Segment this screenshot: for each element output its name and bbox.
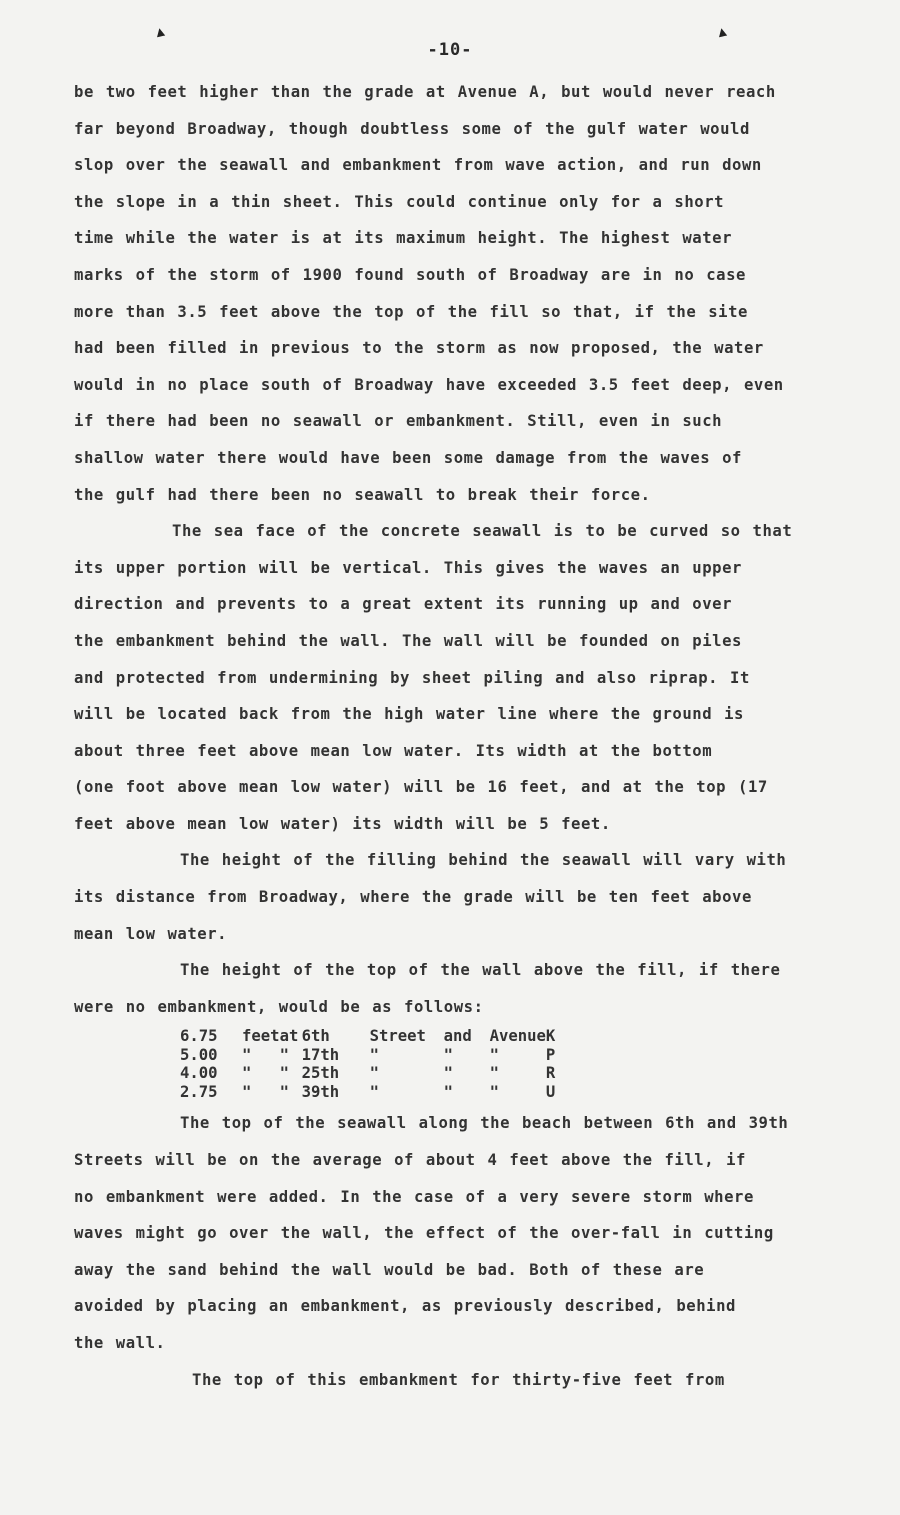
table-cell: 6.75	[180, 1027, 218, 1046]
text-line: time while the water is at its maximum height. The highest water	[74, 229, 733, 248]
table-row	[180, 1027, 566, 1046]
text-line: the wall.	[74, 1334, 166, 1352]
text-line: will be located back from the high water line where the ground is	[74, 705, 744, 724]
text-line: more than 3.5 feet above the top of the fill so that, if the site	[74, 302, 748, 321]
text-line: be two feet higher than the grade at Avenue A, but would never reach	[74, 83, 776, 101]
table-cell: "	[242, 1064, 252, 1083]
table-cell: 4.00	[180, 1064, 218, 1083]
punch-mark-left: ▲	[154, 23, 167, 41]
text-line: The top of the seawall along the beach between 6th and 39th	[180, 1114, 789, 1133]
text-line: its upper portion will be vertical. This gives the waves an upper	[74, 558, 742, 577]
text-line: The sea face of the concrete seawall is to be curved so that	[172, 522, 793, 541]
height-table	[180, 1027, 566, 1101]
table-cell: Street	[369, 1027, 426, 1046]
text-line: its distance from Broadway, where the grade will be ten feet above	[74, 888, 752, 907]
table-cell: "	[489, 1045, 499, 1064]
table-cell: "	[279, 1082, 289, 1101]
text-line: The height of the filling behind the seawall will vary with	[180, 851, 787, 870]
text-line: if there had been no seawall or embankment. Still, even in such	[74, 412, 723, 431]
text-line: far beyond Broadway, though doubtless some of the gulf water would	[74, 119, 750, 138]
table-cell: "	[443, 1082, 453, 1101]
table-cell: "	[489, 1082, 499, 1101]
text-line: The height of the top of the wall above the fill, if there	[180, 961, 781, 980]
text-line: feet above mean low water) its width will be 5 feet.	[74, 814, 611, 833]
text-line: were no embankment, would be as follows:	[74, 997, 484, 1016]
table-cell: "	[369, 1045, 379, 1064]
table-cell: "	[279, 1064, 289, 1083]
punch-mark-right: ▲	[716, 23, 729, 41]
table-cell: and	[443, 1027, 472, 1046]
table-cell: "	[369, 1064, 379, 1083]
table-row	[180, 1083, 566, 1102]
text-line: about three feet above mean low water. Its width at the bottom	[74, 741, 713, 760]
text-line: would in no place south of Broadway have exceeded 3.5 feet deep, even	[74, 375, 784, 394]
table-cell: "	[369, 1082, 379, 1101]
text-line: no embankment were added. In the case of a very severe storm where	[74, 1187, 754, 1206]
table-cell: "	[242, 1082, 252, 1101]
paragraph-6	[74, 1362, 844, 1399]
table-cell: U	[545, 1082, 556, 1101]
text-line: away the sand behind the wall would be bad. Both of these are	[74, 1260, 705, 1279]
text-line: had been filled in previous to the storm as now proposed, the water	[74, 339, 764, 358]
table-cell: 5.00	[180, 1045, 218, 1064]
paragraph-3	[74, 842, 844, 952]
text-line: avoided by placing an embankment, as previously described, behind	[74, 1297, 736, 1316]
text-line: and protected from undermining by sheet piling and also riprap. It	[74, 668, 750, 687]
text-line: shallow water there would have been some damage from the waves of	[74, 448, 742, 467]
text-line: marks of the storm of 1900 found south of Broadway are in no case	[74, 265, 746, 284]
table-cell: K	[545, 1027, 556, 1046]
table-cell: at	[279, 1027, 299, 1046]
table-cell: feet	[242, 1027, 280, 1046]
text-line: (one foot above mean low water) will be 16 feet, and at the top (17	[74, 778, 768, 797]
table-cell: R	[545, 1064, 556, 1083]
paragraph-5	[74, 1105, 844, 1361]
paragraph-2	[74, 513, 844, 842]
text-line: the slope in a thin sheet. This could continue only for a short	[74, 192, 725, 211]
table-cell: P	[545, 1045, 556, 1064]
table-cell: Avenue	[489, 1027, 546, 1046]
paragraph-1	[74, 74, 844, 513]
text-line: direction and prevents to a great extent its running up and over	[74, 595, 733, 614]
table-cell: "	[443, 1045, 453, 1064]
text-line: mean low water.	[74, 924, 228, 943]
table-cell: 17th	[301, 1045, 340, 1064]
document-body	[74, 74, 844, 1398]
table-cell: 25th	[301, 1064, 340, 1083]
table-cell: "	[242, 1045, 252, 1064]
table-row	[180, 1046, 566, 1065]
text-line: the embankment behind the wall. The wall will be founded on piles	[74, 631, 742, 650]
text-line: Streets will be on the average of about 4 feet above the fill, if	[74, 1151, 746, 1170]
text-line: slop over the seawall and embankment from wave action, and run down	[74, 156, 762, 175]
table-cell: 6th	[301, 1027, 330, 1046]
text-line: the gulf had there been no seawall to break their force.	[74, 485, 651, 504]
text-line: waves might go over the wall, the effect of the over-fall in cutting	[74, 1224, 774, 1243]
table-row	[180, 1064, 566, 1083]
page-number: -10-	[427, 40, 473, 60]
text-line: The top of this embankment for thirty-five feet from	[192, 1370, 725, 1389]
table-cell: "	[489, 1064, 499, 1083]
table-cell: 2.75	[180, 1082, 218, 1101]
table-cell: "	[279, 1045, 289, 1064]
table-cell: 39th	[301, 1082, 340, 1101]
table-cell: "	[443, 1064, 453, 1083]
paragraph-4	[74, 952, 844, 1025]
